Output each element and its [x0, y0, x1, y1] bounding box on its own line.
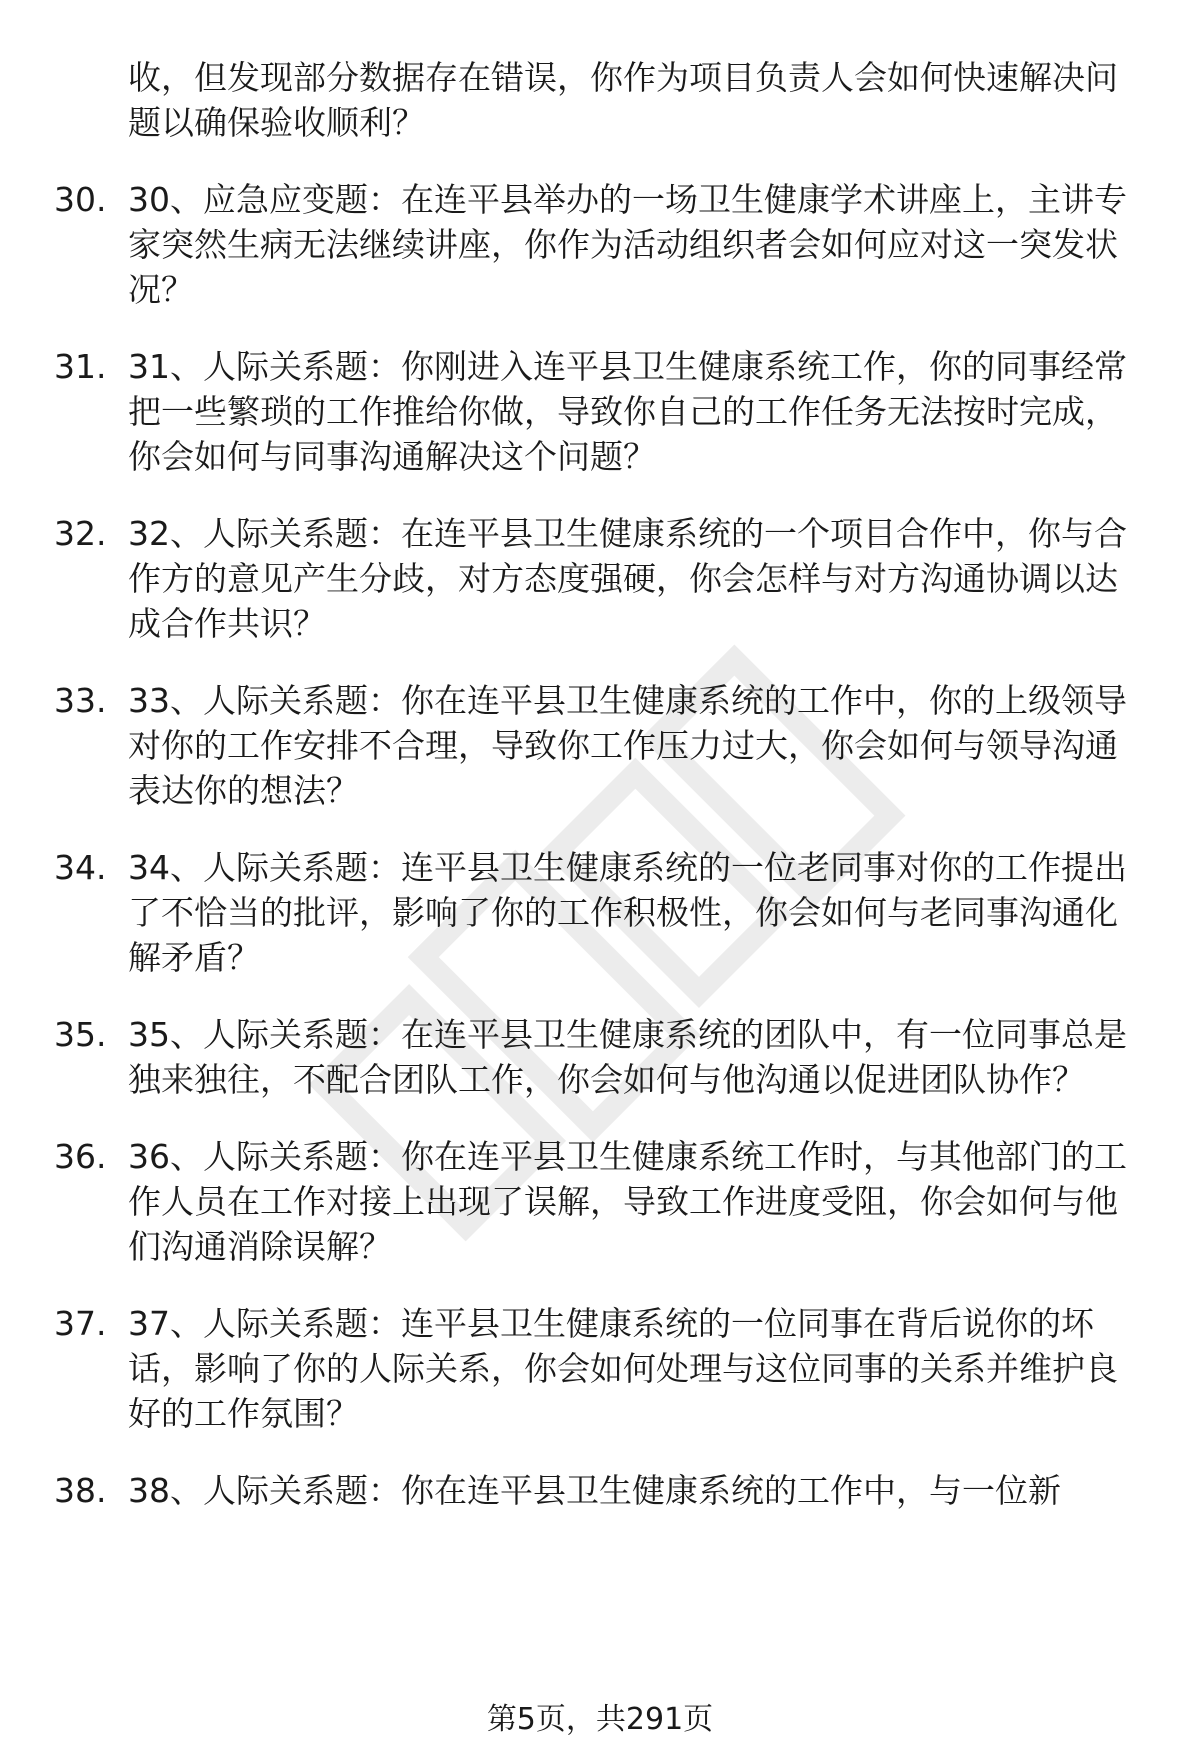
list-item-number: 30. — [54, 180, 107, 219]
list-item — [0, 511, 1200, 646]
list-item-text: 37、人际关系题：连平县卫生健康系统的一位同事在背后说你的坏话，影响了你的人际关系，你会如何处理与这位同事的关系并维护良好的工作氛围？ — [128, 1304, 1118, 1433]
list-item — [0, 177, 1200, 312]
list-item-text: 33、人际关系题：你在连平县卫生健康系统的工作中，你的上级领导对你的工作安排不合理，导致你工作压力过大，你会如何与领导沟通表达你的想法？ — [128, 681, 1127, 810]
page-footer: 第5页，共291页 — [486, 1702, 714, 1737]
list-item-number: 35. — [54, 1015, 107, 1054]
list-item-number: 36. — [54, 1137, 107, 1176]
list-item-number: 33. — [54, 681, 107, 720]
list-item-text: 38、人际关系题：你在连平县卫生健康系统的工作中，与一位新 — [128, 1471, 1061, 1510]
list-item — [0, 1301, 1200, 1436]
list-item-number: 37. — [54, 1304, 107, 1343]
list-item — [0, 845, 1200, 980]
list-item-number: 32. — [54, 514, 107, 553]
continuation-paragraph: 收，但发现部分数据存在错误，你作为项目负责人会如何快速解决问题以确保验收顺利？ — [128, 58, 1118, 142]
list-item-text: 30、应急应变题：在连平县举办的一场卫生健康学术讲座上，主讲专家突然生病无法继续讲座，你作为活动组织者会如何应对这一突发状况？ — [128, 180, 1127, 309]
list-item — [0, 1468, 1200, 1513]
list-item — [0, 1012, 1200, 1102]
list-item — [0, 344, 1200, 479]
list-item-number: 31. — [54, 347, 107, 386]
list-item — [0, 1134, 1200, 1269]
list-item-text: 31、人际关系题：你刚进入连平县卫生健康系统工作，你的同事经常把一些繁琐的工作推给你做，导致你自己的工作任务无法按时完成，你会如何与同事沟通解决这个问题？ — [128, 347, 1127, 476]
list-item-number: 38. — [54, 1471, 107, 1510]
list-item-text: 35、人际关系题：在连平县卫生健康系统的团队中，有一位同事总是独来独往，不配合团队工作，你会如何与他沟通以促进团队协作？ — [128, 1015, 1127, 1099]
list-item-number: 34. — [54, 848, 107, 887]
list-item-text: 32、人际关系题：在连平县卫生健康系统的一个项目合作中，你与合作方的意见产生分歧，对方态度强硬，你会怎样与对方沟通协调以达成合作共识？ — [128, 514, 1127, 643]
list-item-text: 34、人际关系题：连平县卫生健康系统的一位老同事对你的工作提出了不恰当的批评，影响了你的工作积极性，你会如何与老同事沟通化解矛盾？ — [128, 848, 1127, 977]
document-body — [0, 55, 1200, 1513]
list-item-text: 36、人际关系题：你在连平县卫生健康系统工作时，与其他部门的工作人员在工作对接上出现了误解，导致工作进度受阻，你会如何与他们沟通消除误解？ — [128, 1137, 1127, 1266]
list-item — [0, 678, 1200, 813]
